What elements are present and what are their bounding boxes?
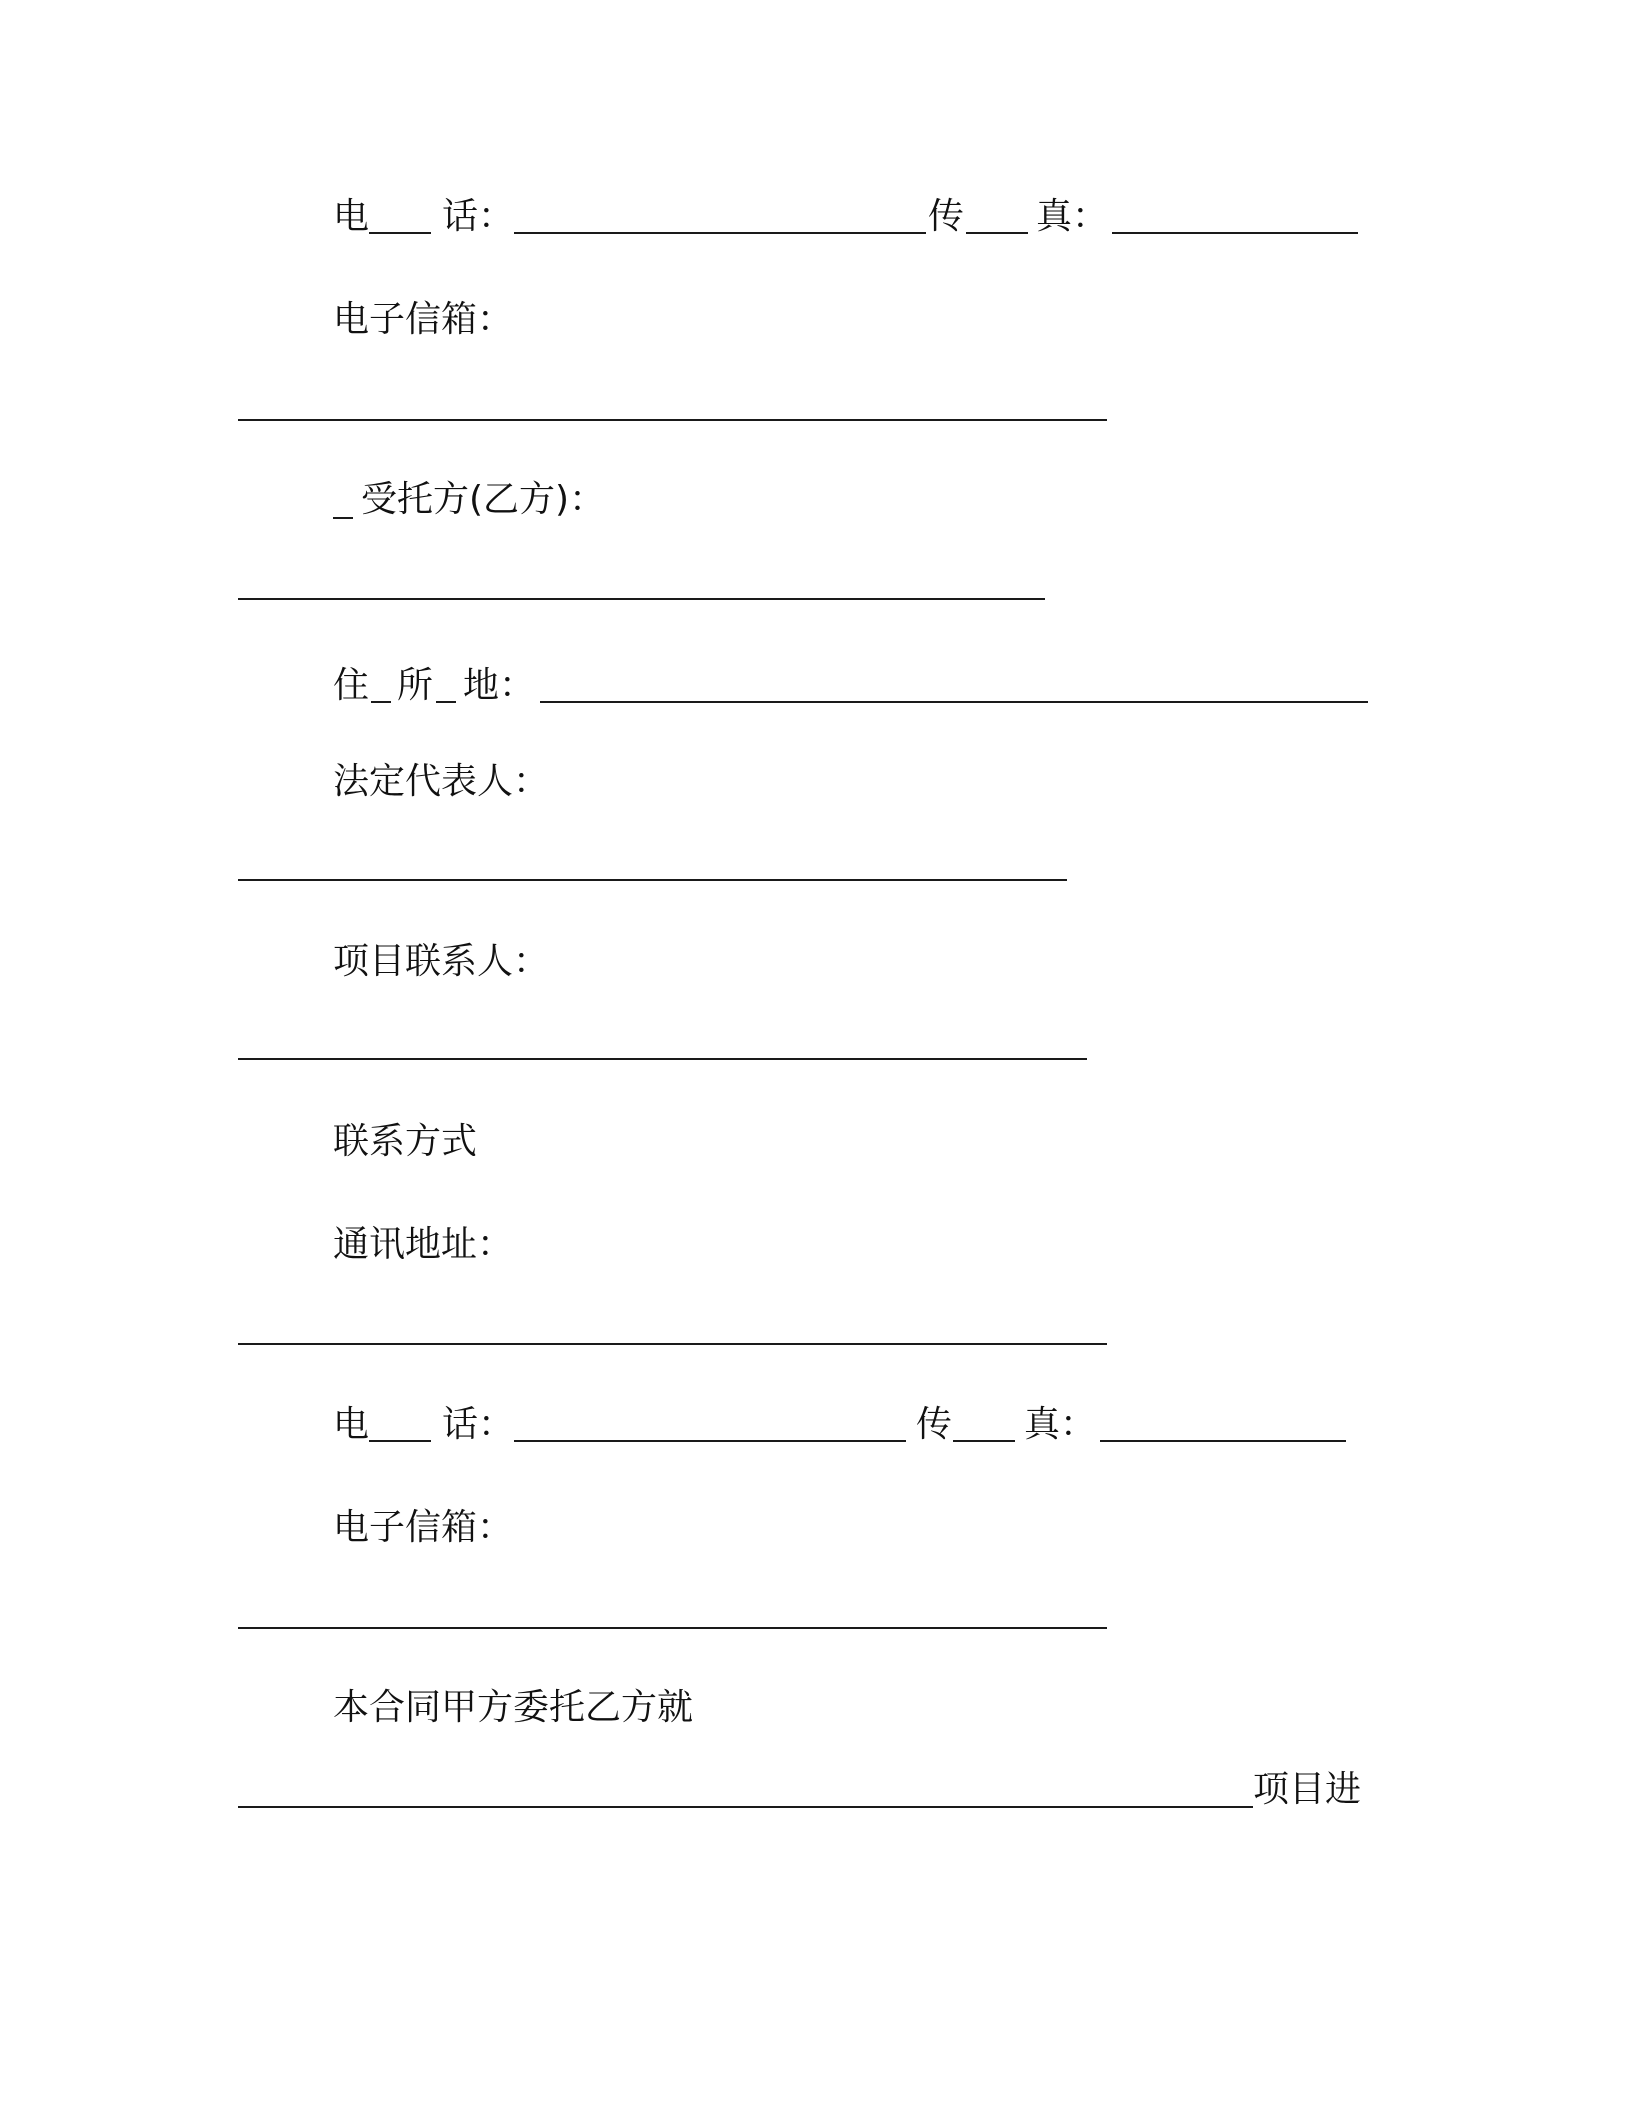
party-b-address-label-1: 住 (333, 665, 370, 706)
party-b-name-field[interactable] (238, 598, 1045, 600)
party-b-fax-field[interactable] (1100, 1440, 1346, 1442)
party-b-fax-label-2: 真： (1024, 1404, 1097, 1445)
party-b-project-contact-label: 项目联系人： (333, 941, 550, 982)
party-a-email-label: 电子信箱： (333, 299, 514, 340)
party-a-phone-field[interactable] (514, 232, 926, 234)
party-b-phone-label-1: 电 (333, 1404, 370, 1445)
party-b-contact-method-label: 联系方式 (333, 1121, 478, 1162)
party-b-heading-lead-blank (333, 517, 353, 519)
contract-clause-tail: 项目进 (1253, 1769, 1362, 1810)
party-b-email-label: 电子信箱： (333, 1507, 514, 1548)
party-b-legal-rep-label: 法定代表人： (333, 761, 550, 802)
contract-project-name-field[interactable] (238, 1806, 1253, 1808)
party-b-heading: 受托方(乙方)： (361, 479, 606, 520)
party-a-phone-label-gap (369, 232, 431, 234)
party-b-phone-label-gap (369, 1440, 431, 1442)
party-a-fax-label-2: 真： (1036, 196, 1109, 237)
party-b-fax-label-gap (953, 1440, 1015, 1442)
party-b-address-gap-1 (371, 701, 391, 703)
party-b-phone-label-2: 话： (442, 1404, 515, 1445)
party-b-address-label-2: 所 (397, 665, 434, 706)
party-b-mailing-address-field[interactable] (238, 1343, 1107, 1345)
party-b-legal-rep-field[interactable] (238, 879, 1067, 881)
party-a-email-field[interactable] (238, 419, 1107, 421)
contract-clause-start: 本合同甲方委托乙方就 (333, 1687, 694, 1728)
party-b-address-gap-2 (436, 701, 456, 703)
party-b-mailing-address-label: 通讯地址： (333, 1224, 514, 1265)
party-b-fax-label-1: 传 (916, 1404, 953, 1445)
party-a-fax-field[interactable] (1112, 232, 1358, 234)
party-b-address-field[interactable] (540, 701, 1368, 703)
party-a-fax-label-1: 传 (928, 196, 965, 237)
party-b-phone-field[interactable] (514, 1440, 906, 1442)
party-a-fax-label-gap (966, 232, 1028, 234)
party-b-address-label-3: 地： (463, 665, 536, 706)
party-a-phone-label-2: 话： (442, 196, 515, 237)
party-b-email-field[interactable] (238, 1627, 1107, 1629)
party-b-project-contact-field[interactable] (238, 1058, 1087, 1060)
party-a-phone-label-1: 电 (333, 196, 370, 237)
